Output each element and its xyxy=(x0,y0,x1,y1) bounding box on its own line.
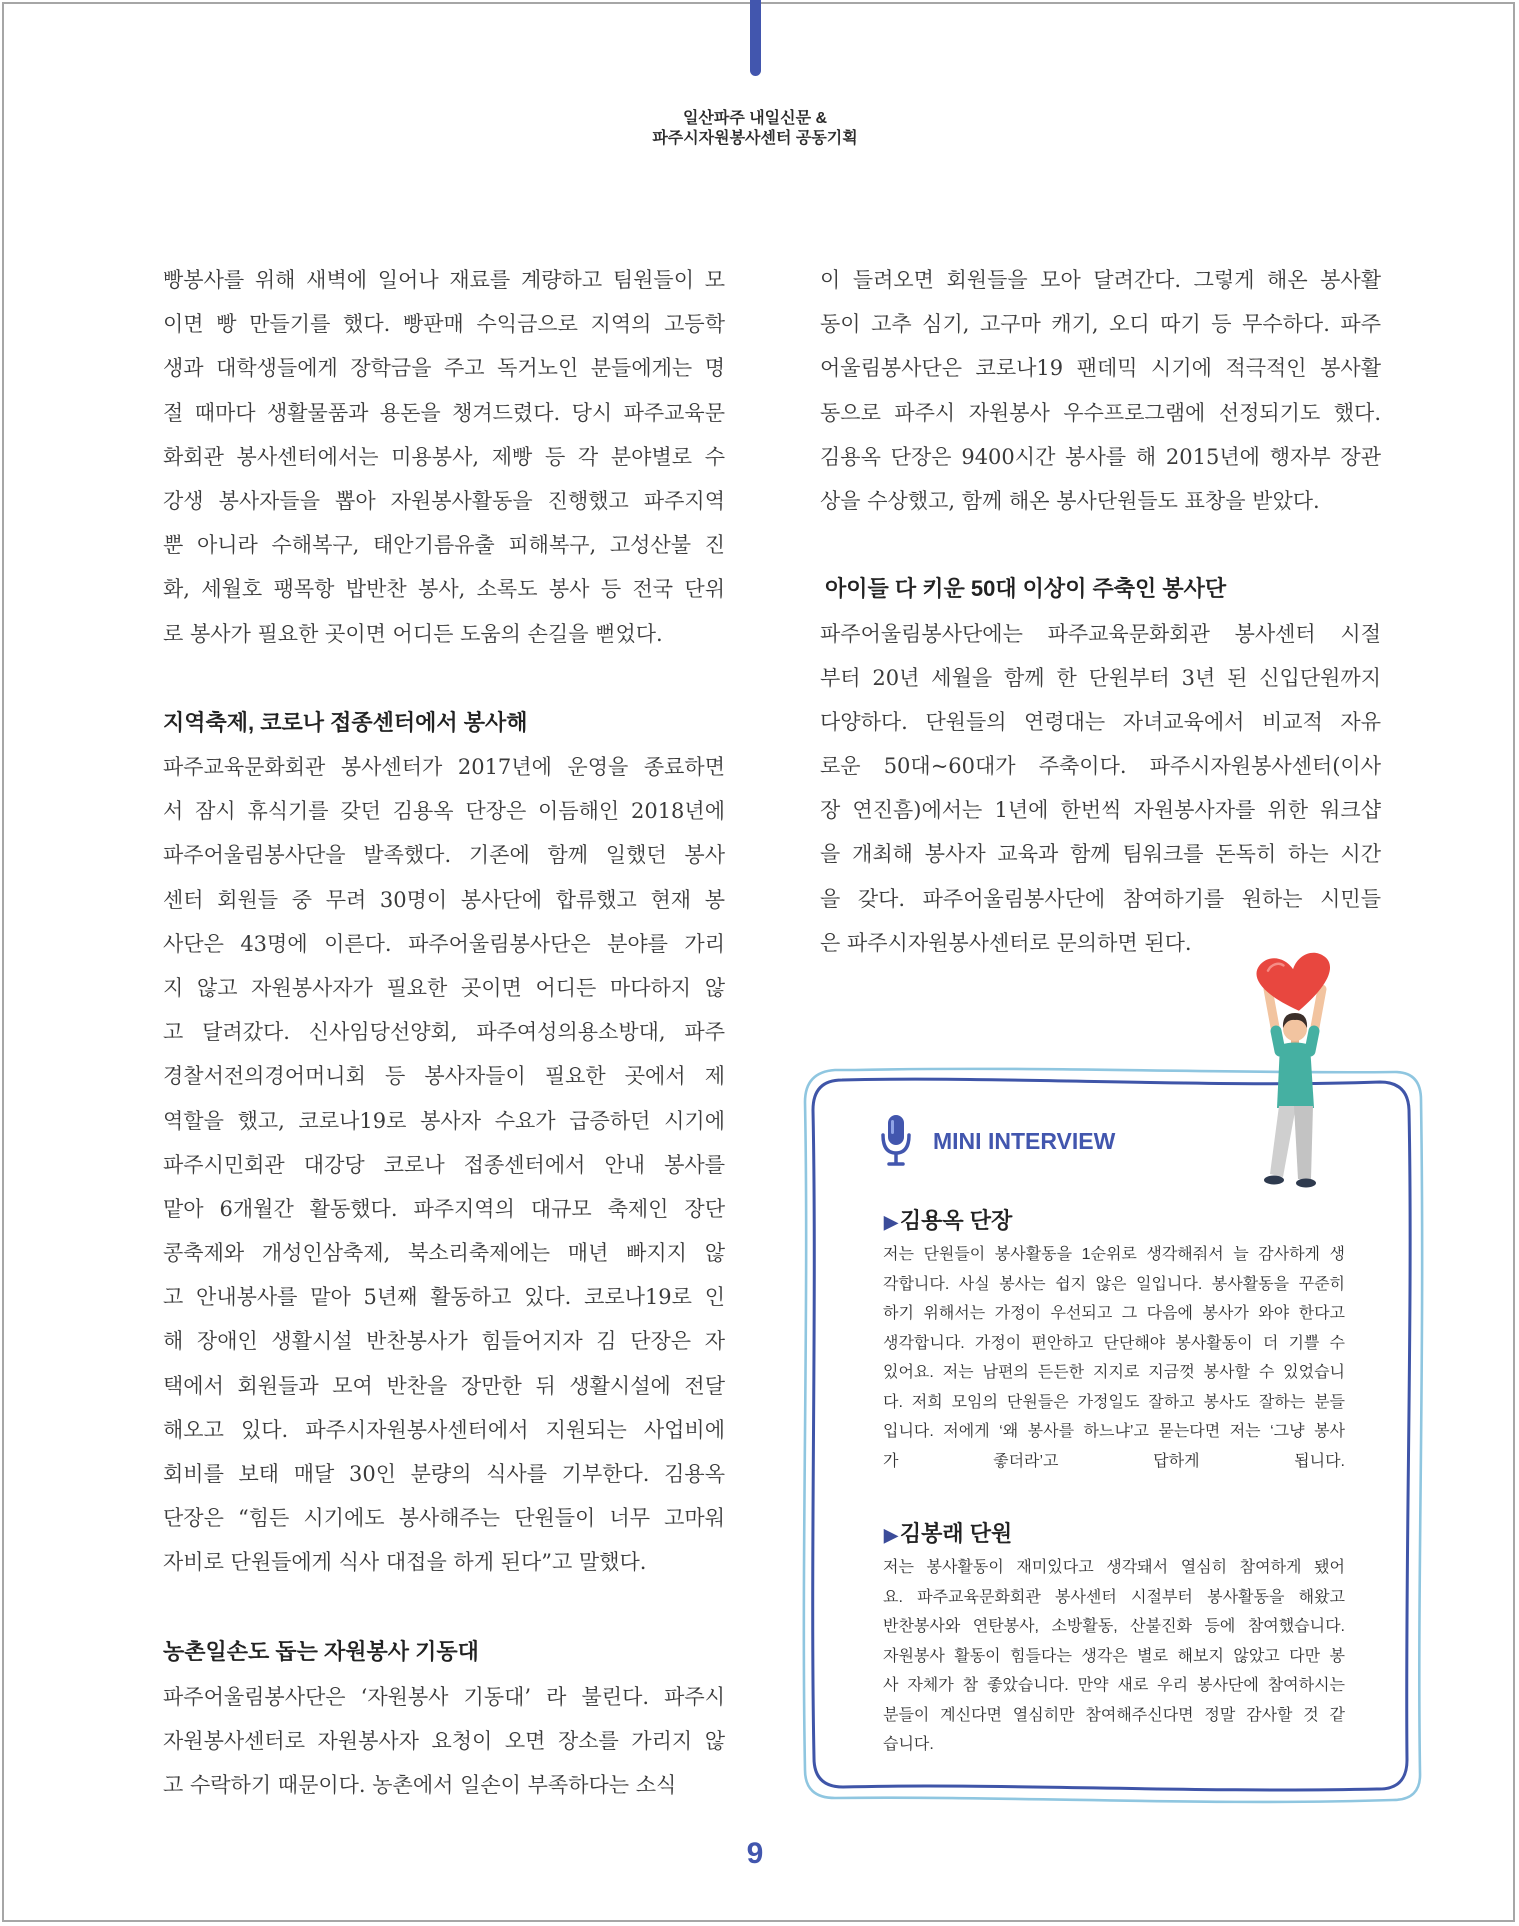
text-line: 각합니다. 사실 봉사는 쉽지 않은 일입니다. 봉사활동을 꾸준히 xyxy=(883,1275,1345,1293)
text-line: 가 좋더라’고 답하게 됩니다. xyxy=(883,1452,1345,1470)
text-line: 콩축제와 개성인삼축제, 북소리축제에는 매년 빠지지 않 xyxy=(163,1241,725,1266)
microphone-icon xyxy=(879,1113,913,1167)
text-line: 강생 봉사자들을 뽑아 자원봉사활동을 진행했고 파주지역 xyxy=(163,488,725,513)
interview-title: MINI INTERVIEW xyxy=(933,1128,1116,1154)
text-line: 반찬봉사와 연탄봉사, 소방활동, 산불진화 등에 참여했습니다. xyxy=(883,1618,1345,1635)
text-line: 지 않고 자원봉사자가 필요한 곳이면 어디든 마다하지 않 xyxy=(163,975,725,1000)
right-paragraph-2 xyxy=(820,612,1381,966)
text-line: 파주시민회관 대강당 코로나 접종센터에서 안내 봉사를 xyxy=(163,1152,725,1177)
text-line: 역할을 했고, 코로나19로 봉사자 수요가 급증하던 시기에 xyxy=(163,1108,725,1133)
text-line: 고 달려갔다. 신사임당선양회, 파주여성의용소방대, 파주 xyxy=(163,1020,725,1045)
text-line: 해오고 있다. 파주시자원봉사센터에서 지원되는 사업비에 xyxy=(163,1417,725,1442)
interview-answer-2 xyxy=(883,1553,1345,1760)
left-paragraph-2 xyxy=(163,745,725,1585)
text-line: 택에서 회원들과 모여 반찬을 장만한 뒤 생활시설에 전달 xyxy=(163,1373,725,1398)
person-holding-heart-illustration xyxy=(1230,945,1360,1195)
text-line: 동으로 파주시 자원봉사 우수프로그램에 선정되기도 했다. xyxy=(820,400,1381,425)
text-line: 이 들려오면 회원들을 모아 달려간다. 그렇게 해온 봉사활 xyxy=(820,268,1381,292)
text-line: 있어요. 저는 남편의 든든한 지지로 지금껏 봉사할 수 있었습니 xyxy=(883,1364,1345,1381)
interviewee-name-1 xyxy=(884,1205,1012,1237)
interviewee-name-text: 김용옥 단장 xyxy=(899,1208,1013,1233)
text-line: 로 봉사가 필요한 곳이면 어디든 도움의 손길을 뻗었다. xyxy=(163,621,663,646)
page-number: 9 xyxy=(746,1837,764,1870)
text-line: 다. 저희 모임의 단원들은 가정일도 잘하고 봉사도 잘하는 분들 xyxy=(883,1393,1345,1411)
text-line: 자원봉사센터로 자원봉사자 요청이 오면 장소를 가리지 않 xyxy=(163,1729,725,1754)
triangle-marker-icon: ▶ xyxy=(884,1212,898,1232)
text-line: 파주어울림봉사단에는 파주교육문화회관 봉사센터 시절 xyxy=(820,621,1381,646)
text-line: 로운 50대~60대가 주축이다. 파주시자원봉사센터(이사 xyxy=(820,754,1381,779)
text-line: 이면 빵 만들기를 했다. 빵판매 수익금으로 지역의 고등학 xyxy=(163,312,725,337)
left-shoe xyxy=(1264,1176,1284,1185)
text-line: 파주어울림봉사단은 ‘자원봉사 기동대’ 라 불린다. 파주시 xyxy=(163,1685,725,1709)
text-line: 회비를 보태 매달 30인 분량의 식사를 기부한다. 김용옥 xyxy=(163,1462,725,1486)
text-line: 상을 수상했고, 함께 해온 봉사단원들도 표창을 받았다. xyxy=(820,488,1320,513)
text-line: 고 수락하기 때문이다. 농촌에서 일손이 부족하다는 소식 xyxy=(163,1773,677,1798)
text-line: 다양하다. 단원들의 연령대는 자녀교육에서 비교적 자유 xyxy=(820,709,1381,734)
section-heading-age: 아이들 다 키운 50대 이상이 주축인 봉사단 xyxy=(825,576,1227,601)
shirt xyxy=(1277,1043,1314,1109)
text-line: 하기 위해서는 가정이 우선되고 그 다음에 봉사가 와야 한다고 xyxy=(883,1305,1345,1322)
text-line: 화, 세월호 팽목항 밥반찬 봉사, 소록도 봉사 등 전국 단위 xyxy=(163,577,725,602)
masthead-line-2: 파주시자원봉사센터 공동기획 xyxy=(652,130,858,147)
text-line: 자비로 단원들에게 식사 대접을 하게 된다”고 말했다. xyxy=(163,1550,647,1575)
interview-answer-1 xyxy=(883,1240,1345,1476)
text-line: 파주어울림봉사단을 발족했다. 기존에 함께 일했던 봉사 xyxy=(163,843,725,868)
text-line: 을 갖다. 파주어울림봉사단에 참여하기를 원하는 시민들 xyxy=(820,886,1381,911)
section-heading-festival: 지역축제, 코로나 접종센터에서 봉사해 xyxy=(163,710,528,735)
text-line: 맡아 6개월간 활동했다. 파주지역의 대규모 축제인 장단 xyxy=(163,1196,725,1221)
text-line: 생각합니다. 가정이 편안하고 단단해야 봉사활동이 더 기쁠 수 xyxy=(883,1334,1345,1352)
text-line: 사 자체가 참 좋았습니다. 만약 새로 우리 봉사단에 참여하시는 xyxy=(883,1677,1345,1694)
text-line: 장 연진흠)에서는 1년에 한번씩 자원봉사자를 위한 워크샵 xyxy=(820,798,1381,823)
right-leg xyxy=(1294,1106,1313,1179)
text-line: 파주교육문화회관 봉사센터가 2017년에 운영을 종료하면 xyxy=(163,755,725,779)
left-paragraph-3 xyxy=(163,1675,725,1808)
left-leg xyxy=(1270,1106,1296,1177)
left-paragraph-1 xyxy=(163,258,725,656)
interviewee-name-2 xyxy=(884,1518,1012,1550)
right-paragraph-1 xyxy=(820,258,1381,523)
right-shoe xyxy=(1296,1179,1316,1188)
text-line: 입니다. 저에게 ‘왜 봉사를 하느냐’고 묻는다면 저는 ‘그냥 봉사 xyxy=(883,1423,1345,1440)
text-line: 고 안내봉사를 맡아 5년째 활동하고 있다. 코로나19로 인 xyxy=(163,1285,725,1310)
triangle-marker-icon: ▶ xyxy=(884,1525,898,1545)
text-line: 빵봉사를 위해 새벽에 일어나 재료를 계량하고 팀원들이 모 xyxy=(163,268,725,292)
text-line: 센터 회원들 중 무려 30명이 봉사단에 합류했고 현재 봉 xyxy=(163,887,725,912)
text-line: 해 장애인 생활시설 반찬봉사가 힘들어지자 김 단장은 자 xyxy=(163,1329,725,1354)
text-line: 뿐 아니라 수해복구, 태안기름유출 피해복구, 고성산불 진 xyxy=(163,533,725,558)
text-line: 습니다. xyxy=(883,1736,934,1753)
text-line: 요. 파주교육문화회관 봉사센터 시절부터 봉사활동을 해왔고 xyxy=(883,1588,1345,1606)
text-line: 화회관 봉사센터에서는 미용봉사, 제빵 등 각 분야별로 수 xyxy=(163,444,725,469)
text-line: 사단은 43명에 이른다. 파주어울림봉사단은 분야를 가리 xyxy=(163,931,725,956)
text-line: 단장은 “힘든 시기에도 봉사해주는 단원들이 너무 고마워 xyxy=(163,1506,725,1531)
text-line: 동이 고추 심기, 고구마 캐기, 오디 따기 등 무수하다. 파주 xyxy=(820,312,1381,337)
text-line: 은 파주시자원봉사센터로 문의하면 된다. xyxy=(820,930,1192,955)
masthead xyxy=(555,109,955,149)
text-line: 부터 20년 세월을 함께 한 단원부터 3년 된 신입단원까지 xyxy=(820,665,1381,690)
text-line: 어울림봉사단은 코로나19 팬데믹 시기에 적극적인 봉사활 xyxy=(820,356,1381,381)
text-line: 생과 대학생들에게 장학금을 주고 독거노인 분들에게는 명 xyxy=(163,356,725,381)
top-accent-bar xyxy=(750,0,761,76)
text-line: 을 개최해 봉사자 교육과 함께 팀워크를 돈독히 하는 시간 xyxy=(820,842,1381,867)
text-line: 경찰서전의경어머니회 등 봉사자들이 필요한 곳에서 제 xyxy=(163,1064,725,1089)
text-line: 저는 봉사활동이 재미있다고 생각돼서 열심히 참여하게 됐어 xyxy=(883,1559,1345,1576)
section-heading-farm: 농촌일손도 돕는 자원봉사 기동대 xyxy=(163,1639,479,1664)
text-line: 서 잠시 휴식기를 갖던 김용옥 단장은 이듬해인 2018년에 xyxy=(163,799,725,824)
text-line: 절 때마다 생활물품과 용돈을 챙겨드렸다. 당시 파주교육문 xyxy=(163,400,725,425)
text-line: 분들이 계신다면 열심히만 참여해주신다면 정말 감사할 것 같 xyxy=(883,1706,1345,1724)
text-line: 저는 단원들이 봉사활동을 1순위로 생각해줘서 늘 감사하게 생 xyxy=(883,1246,1345,1263)
interviewee-name-text: 김봉래 단원 xyxy=(899,1521,1013,1546)
text-line: 김용옥 단장은 9400시간 봉사를 해 2015년에 행자부 장관 xyxy=(820,444,1381,469)
masthead-line-1: 일산파주 내일신문 & xyxy=(682,110,828,127)
text-line: 자원봉사 활동이 힘들다는 생각은 별로 해보지 않았고 다만 봉 xyxy=(883,1647,1345,1665)
